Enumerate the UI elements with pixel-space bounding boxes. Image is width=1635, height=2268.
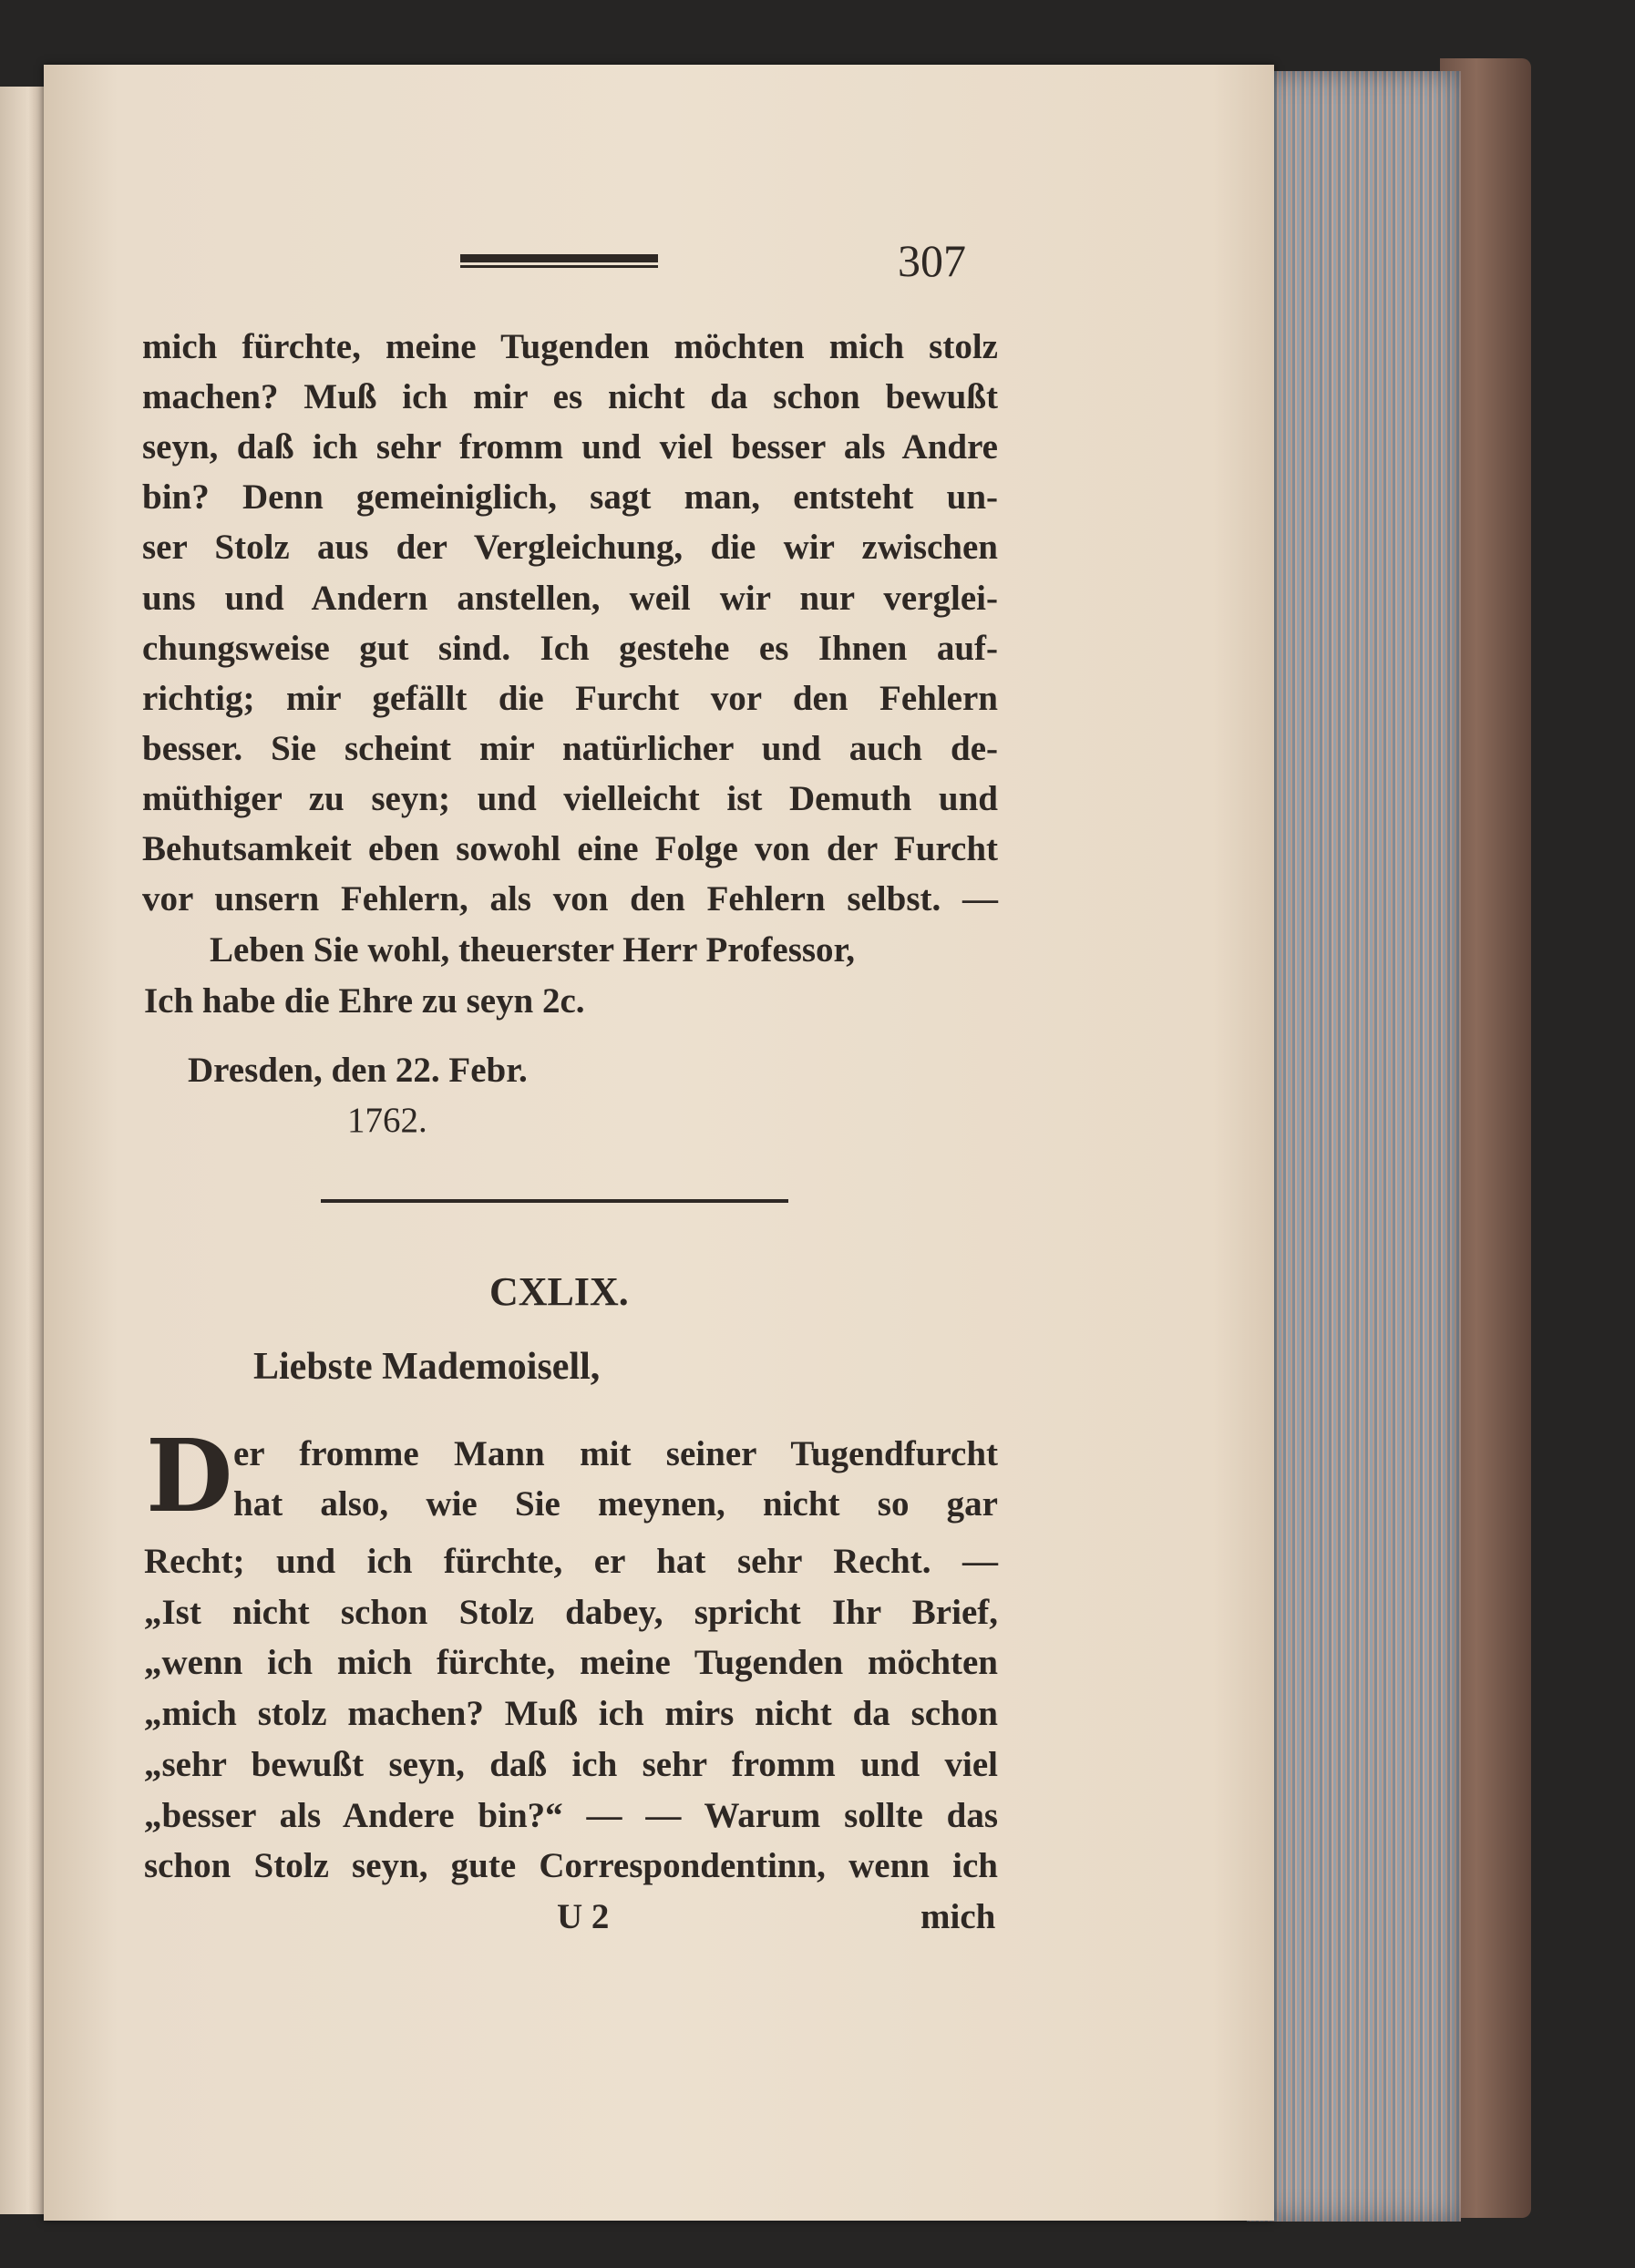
text-line: mich fürchte, meine Tugenden möchten mich stolz bbox=[142, 327, 998, 366]
signature-mark: U 2 bbox=[557, 1897, 610, 1936]
facing-page-edge bbox=[0, 87, 47, 2214]
text-line: besser. Sie scheint mir natürlicher und auch de- bbox=[142, 728, 998, 768]
text-line: „mich stolz machen? Muß ich mirs nicht da schon bbox=[144, 1694, 998, 1734]
text-line: hat also, wie Sie meynen, nicht so gar bbox=[233, 1484, 998, 1524]
text-line: müthiger zu seyn; und vielleicht ist Demuth und bbox=[142, 778, 998, 818]
text-line: chungsweise gut sind. Ich gestehe es Ihnen auf- bbox=[142, 628, 998, 668]
text-line: vor unsern Fehlern, als von den Fehlern selbst. — bbox=[142, 879, 998, 919]
text-line: machen? Muß ich mir es nicht da schon bewußt bbox=[142, 377, 998, 417]
letter-number: CXLIX. bbox=[489, 1269, 629, 1314]
dateline: Dresden, den 22. Febr. bbox=[188, 1051, 528, 1090]
salutation: Liebste Mademoisell, bbox=[253, 1346, 601, 1388]
text-line: „Ist nicht schon Stolz dabey, spricht Ihr Brief, bbox=[144, 1592, 998, 1632]
closing-line: Leben Sie wohl, theuerster Herr Professor, bbox=[210, 930, 856, 970]
drop-cap: D bbox=[146, 1417, 233, 1534]
text-line: „sehr bewußt seyn, daß ich sehr fromm und viel bbox=[144, 1744, 998, 1784]
text-line: Behutsamkeit eben sowohl eine Folge von der Furcht bbox=[142, 829, 998, 868]
text-line: er fromme Mann mit seiner Tugendfurcht bbox=[233, 1434, 998, 1473]
text-line: Recht; und ich fürchte, er hat sehr Recht. — bbox=[144, 1542, 998, 1581]
text-line: bin? Denn gemeiniglich, sagt man, entsteht un- bbox=[142, 477, 998, 518]
text-line: ser Stolz aus der Vergleichung, die wir zwischen bbox=[142, 528, 998, 568]
text-line: „wenn ich mich fürchte, meine Tugenden möchten bbox=[144, 1643, 998, 1683]
closing-line: Ich habe die Ehre zu seyn 2c. bbox=[144, 981, 585, 1021]
section-rule bbox=[321, 1199, 788, 1203]
text-line: uns und Andern anstellen, weil wir nur verglei- bbox=[142, 578, 998, 618]
page-edges bbox=[1247, 71, 1461, 2222]
text-line: seyn, daß ich sehr fromm und viel besser als Andre bbox=[142, 427, 998, 467]
text-line: „besser als Andere bin?“ — — Warum sollte das bbox=[144, 1795, 998, 1835]
header-rule bbox=[460, 254, 658, 262]
page-number: 307 bbox=[898, 235, 966, 286]
catchword: mich bbox=[920, 1897, 996, 1936]
year: 1762. bbox=[347, 1101, 427, 1140]
text-line: schon Stolz seyn, gute Correspondentinn, wenn ich bbox=[144, 1846, 998, 1886]
text-line: richtig; mir gefällt die Furcht vor den Fehlern bbox=[142, 678, 998, 718]
header-rule-thin bbox=[460, 265, 658, 268]
